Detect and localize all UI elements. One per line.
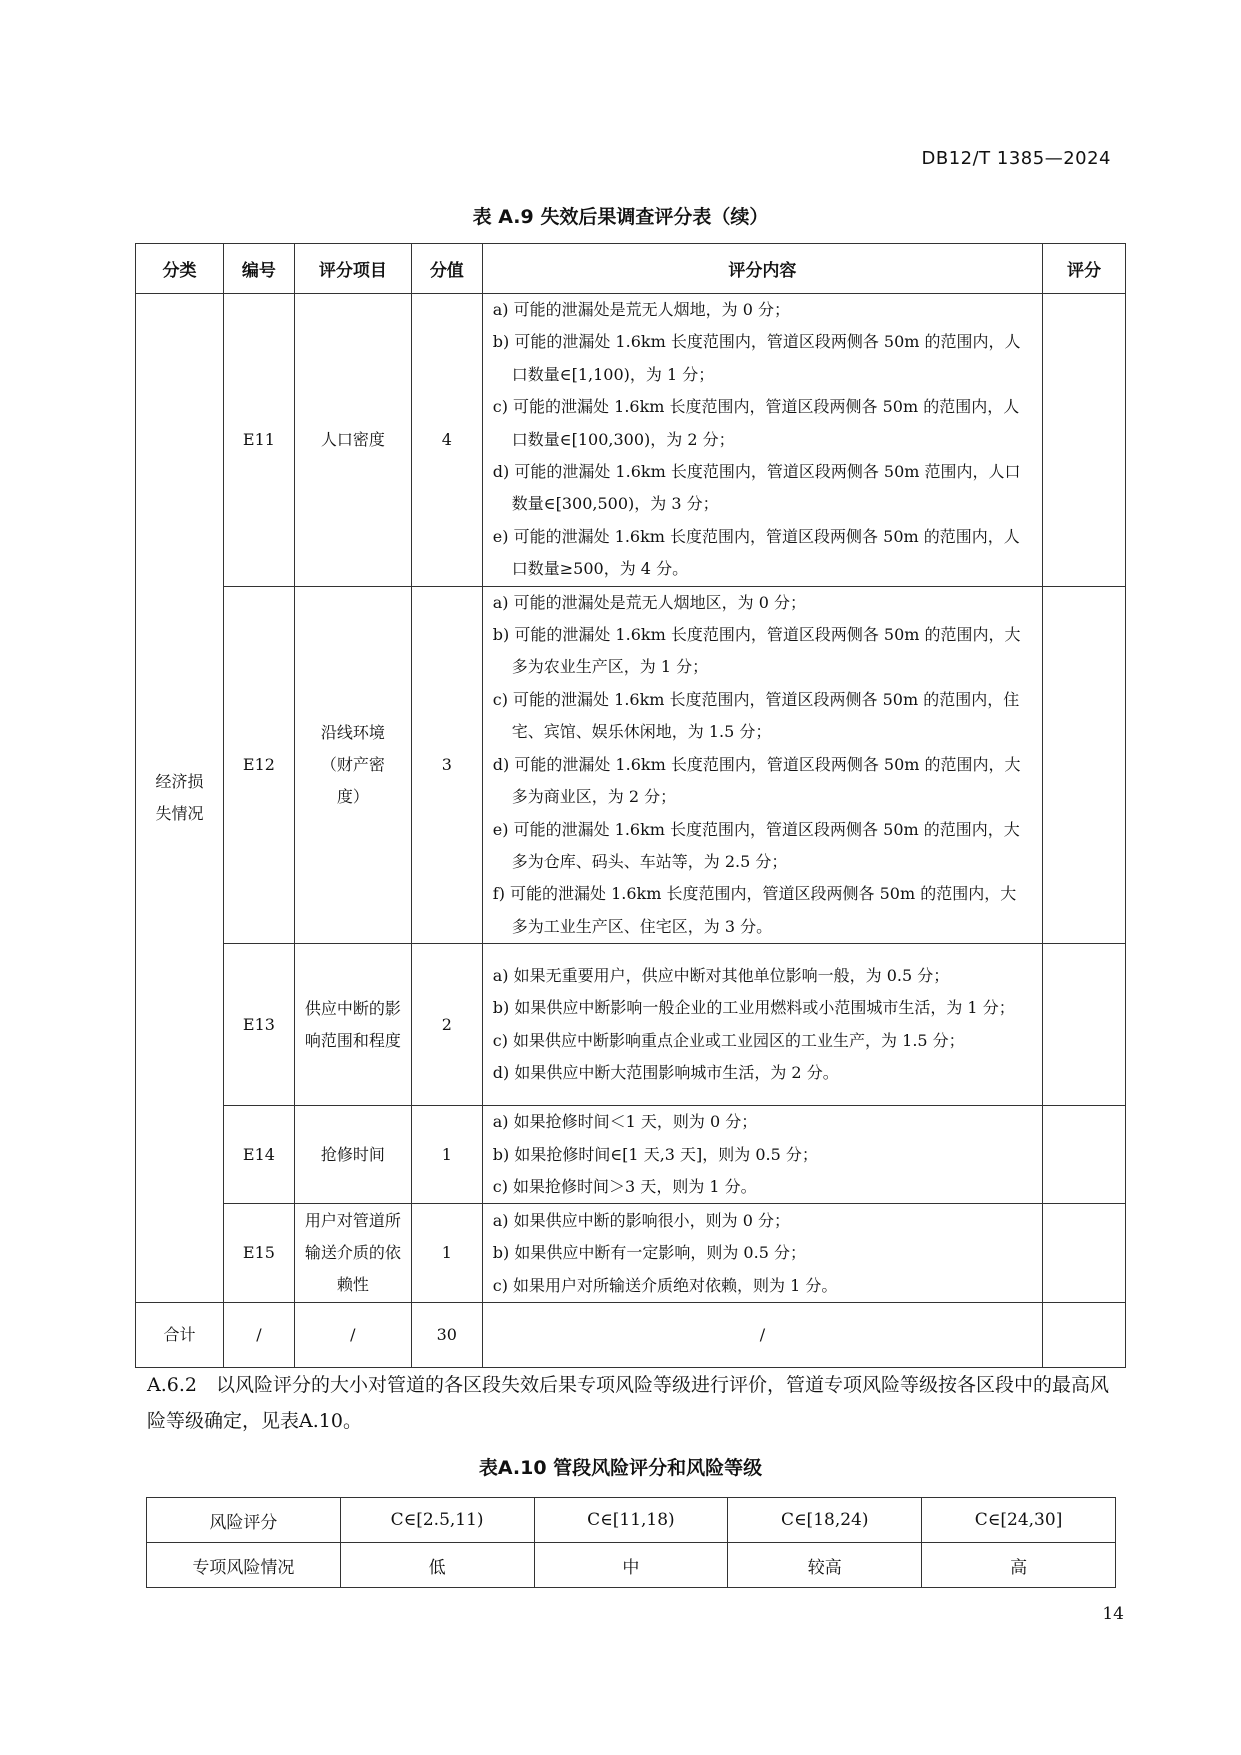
table-row: [136, 586, 1126, 943]
content-cell: [482, 1106, 1042, 1204]
document-code: DB12/T 1385—2024: [921, 148, 1111, 169]
list-item: a) 如果抢修时间＜1 天，则为 0 分；: [492, 1112, 758, 1132]
list-item: f) 可能的泄漏处 1.6km 长度范围内，管道区段两侧各 50m 的范围内，大多为工业生产区、住宅区，为 3 分。: [492, 884, 1017, 936]
header-rating: 评分: [1043, 244, 1126, 294]
table-row: [136, 1204, 1126, 1303]
item-cell: 抢修时间: [294, 1106, 411, 1204]
item-cell: 沿线环境（财产密度）: [294, 586, 411, 943]
table-row: [136, 944, 1126, 1106]
header-score: 分值: [411, 244, 482, 294]
clause-a-6-2: A.6.2 以风险评分的大小对管道的各区段失效后果专项风险等级进行评价，管道专项风险等级按各区段中的最高风险等级确定，见表A.10。: [147, 1374, 1109, 1432]
score-cell: 4: [411, 294, 482, 587]
score-cell: 3: [411, 586, 482, 943]
category-cell: 经济损失情况: [136, 294, 224, 1303]
list-item: e) 可能的泄漏处 1.6km 长度范围内，管道区段两侧各 50m 的范围内，人口数量≥500，为 4 分。: [492, 526, 1020, 579]
content-cell: [482, 586, 1042, 943]
table-cell: 风险评分: [147, 1498, 341, 1543]
total-label-cell: 合计: [136, 1303, 224, 1368]
code-cell: E15: [223, 1204, 294, 1303]
table-row: [136, 1106, 1126, 1204]
code-cell: E12: [223, 586, 294, 943]
list-item: a) 可能的泄漏处是荒无人烟地区，为 0 分；: [492, 592, 806, 612]
total-rating-cell: [1043, 1303, 1126, 1368]
list-item: b) 如果抢修时间∈[1 天,3 天]，则为 0.5 分；: [492, 1144, 818, 1164]
header-category: 分类: [136, 244, 224, 294]
table-header-row: [136, 244, 1126, 294]
list-item: b) 可能的泄漏处 1.6km 长度范围内，管道区段两侧各 50m 的范围内，大多为农业生产区，为 1 分；: [492, 625, 1021, 677]
total-score-cell: 30: [411, 1303, 482, 1368]
item-cell: 人口密度: [294, 294, 411, 587]
list-item: d) 如果供应中断大范围影响城市生活，为 2 分。: [492, 1063, 839, 1083]
table-a9: [135, 243, 1126, 1368]
code-cell: E11: [223, 294, 294, 587]
table-a10-title: 表A.10 管段风险评分和风险等级: [478, 1457, 763, 1479]
table-cell: C∈[24,30]: [922, 1498, 1116, 1543]
list-item: a) 如果无重要用户，供应中断对其他单位影响一般，为 0.5 分；: [492, 965, 950, 985]
page-number: 14: [1102, 1604, 1124, 1624]
table-a10: [146, 1497, 1116, 1588]
table-row: [136, 294, 1126, 587]
list-item: a) 如果供应中断的影响很小，则为 0 分；: [492, 1210, 790, 1230]
table-cell: 中: [534, 1543, 728, 1588]
list-item: d) 可能的泄漏处 1.6km 长度范围内，管道区段两侧各 50m 的范围内，大多为商业区，为 2 分；: [492, 754, 1021, 807]
list-item: d) 可能的泄漏处 1.6km 长度范围内，管道区段两侧各 50m 范围内，人口数量∈[300,500)，为 3 分；: [492, 462, 1021, 514]
header-content: 评分内容: [482, 244, 1042, 294]
code-cell: E14: [223, 1106, 294, 1204]
list-item: c) 可能的泄漏处 1.6km 长度范围内，管道区段两侧各 50m 的范围内，住宅、宾馆、娱乐休闲地，为 1.5 分；: [492, 689, 1020, 742]
rating-cell: [1043, 944, 1126, 1106]
table-cell: C∈[18,24): [728, 1498, 922, 1543]
list-item: e) 可能的泄漏处 1.6km 长度范围内，管道区段两侧各 50m 的范围内，大多为仓库、码头、车站等，为 2.5 分；: [492, 819, 1020, 871]
list-item: b) 可能的泄漏处 1.6km 长度范围内，管道区段两侧各 50m 的范围内，人口数量∈[1,100)，为 1 分；: [492, 332, 1021, 384]
total-item-cell: /: [294, 1303, 411, 1368]
header-code: 编号: [223, 244, 294, 294]
score-cell: 1: [411, 1106, 482, 1204]
rating-cell: [1043, 1106, 1126, 1204]
content-cell: [482, 1204, 1042, 1303]
risk-level-row: [147, 1543, 1116, 1588]
list-item: c) 可能的泄漏处 1.6km 长度范围内，管道区段两侧各 50m 的范围内，人口数量∈[100,300)，为 2 分；: [492, 397, 1020, 449]
item-cell: 用户对管道所输送介质的依赖性: [294, 1204, 411, 1303]
table-cell: 低: [340, 1543, 534, 1588]
list-item: c) 如果抢修时间＞3 天，则为 1 分。: [492, 1176, 757, 1196]
table-cell: 高: [922, 1543, 1116, 1588]
rating-cell: [1043, 294, 1126, 587]
table-a9-title: 表 A.9 失效后果调查评分表（续）: [472, 206, 769, 228]
risk-score-row: [147, 1498, 1116, 1543]
code-cell: E13: [223, 944, 294, 1106]
table-cell: 较高: [728, 1543, 922, 1588]
list-item: b) 如果供应中断影响一般企业的工业用燃料或小范围城市生活，为 1 分；: [492, 998, 1015, 1018]
list-item: c) 如果供应中断影响重点企业或工业园区的工业生产，为 1.5 分；: [492, 1030, 965, 1050]
table-cell: C∈[11,18): [534, 1498, 728, 1543]
header-item: 评分项目: [294, 244, 411, 294]
table-cell: C∈[2.5,11): [340, 1498, 534, 1543]
rating-cell: [1043, 1204, 1126, 1303]
rating-cell: [1043, 586, 1126, 943]
list-item: b) 如果供应中断有一定影响，则为 0.5 分；: [492, 1243, 806, 1263]
total-content-cell: /: [482, 1303, 1042, 1368]
content-cell: [482, 294, 1042, 587]
list-item: a) 可能的泄漏处是荒无人烟地，为 0 分；: [492, 300, 790, 319]
total-code-cell: /: [223, 1303, 294, 1368]
content-cell: [482, 944, 1042, 1106]
score-cell: 1: [411, 1204, 482, 1303]
list-item: c) 如果用户对所输送介质绝对依赖，则为 1 分。: [492, 1275, 838, 1295]
score-cell: 2: [411, 944, 482, 1106]
table-cell: 专项风险情况: [147, 1543, 341, 1588]
total-row: [136, 1303, 1126, 1368]
item-cell: 供应中断的影响范围和程度: [294, 944, 411, 1106]
